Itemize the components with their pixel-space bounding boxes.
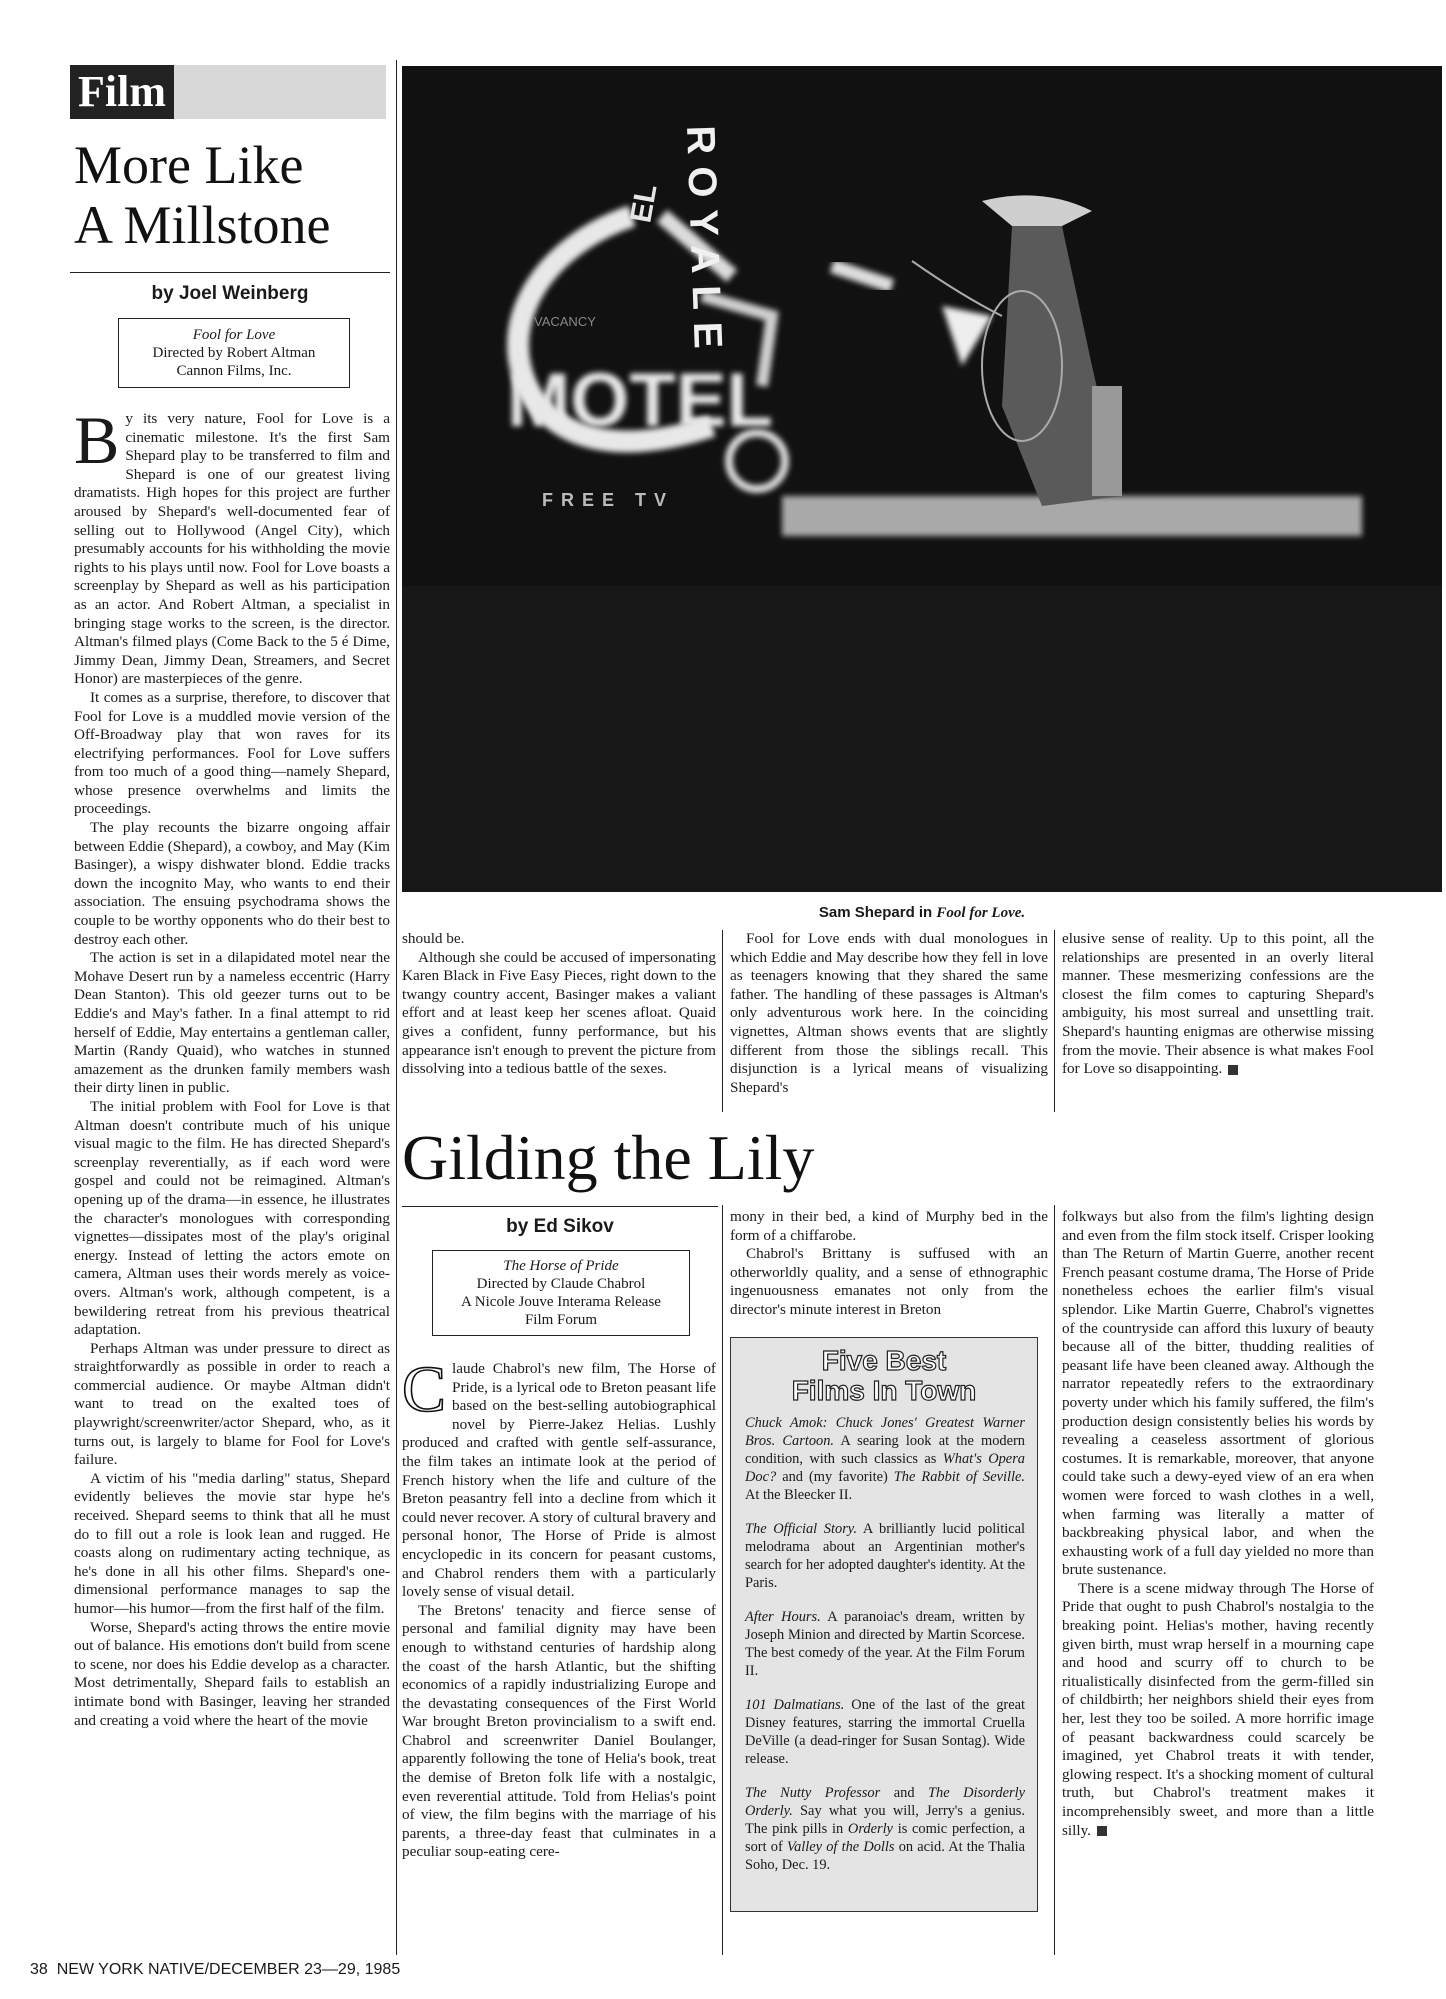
motel-sign-illustration [402, 66, 1442, 892]
column-rule [1054, 1205, 1055, 1955]
film-distributor: Cannon Films, Inc. [176, 363, 292, 379]
review1-byline: by Joel Weinberg [151, 283, 309, 304]
column-rule [396, 60, 397, 1955]
paragraph: mony in their bed, a kind of Murphy bed in the form of a chiffarobe. [730, 1208, 1048, 1244]
paragraph: Perhaps Altman was under pressure to direct as straightforwardly as possible in order to reach a commercial audience. Or maybe Altman didn't want to tread on the exalted toes of playwright/screenwriter/actor Shepard, who, as it turns out, is largely to blame for Fool for Love's failure. [74, 1339, 390, 1469]
sign-vacancy: VACANCY [534, 314, 596, 329]
film-director: Directed by Robert Altman [152, 345, 316, 361]
film-title: The Horse of Pride [503, 1258, 619, 1274]
headline-line: More Like [74, 135, 304, 195]
section-tag [70, 65, 386, 119]
paragraph: Although she could be accused of impersonating Karen Black in Five Easy Pieces, right down to the twangy country accent, Basinger makes a valiant effort and at least keep her scenes afloat. Quaid gives a confident, funny performance, but his appearance isn't enough to prevent the picture from dissolving into a tedious battle of the sexes. [402, 948, 716, 1078]
end-mark-icon [1228, 1065, 1238, 1075]
sign-el: EL [624, 181, 664, 226]
paragraph: y its very nature, Fool for Love is a cinematic milestone. It's the first Sam Shepard play to be transferred to film and Shepard is one of our greatest living dramatists. High hopes for this project are further aroused by Shepard's well-documented fear of selling out to Hollywood (Angel City), which presumably accounts for his withholding the movie rights to his plays until now. Fool for Love boasts a screenplay by Shepard as well as his participation as an actor. And Robert Altman, a specialist in bringing stage works to the screen, is the director. Altman's filmed plays (Come Back to the 5 é Dime, Jimmy Dean, Jimmy Dean, Streamers, and Secret Honor) are masterpieces of the genre. [74, 410, 390, 688]
paragraph: elusive sense of reality. Up to this point, all the relationships are presented in an overly literal manner. These mesmerizing confessions are the closest the film comes to capturing Shepard's ambiguity, his most surreal and unsettling trait. Shepard's haunting enigmas are otherwise missing from the movie. Their absence is what makes Fool for Love so disappointing. [1062, 930, 1374, 1078]
caption-text: Sam Shepard in [818, 904, 937, 921]
five-best-title [731, 1338, 1037, 1406]
photo-caption [402, 904, 1442, 922]
review1-column-3 [730, 930, 1048, 1097]
paragraph: There is a scene midway through The Horse of Pride that ought to push Chabrol's nostalgia to the breaking point. Helias's mother, having recently given birth, must wrap herself in a mourning cape and hood and scurry off to church to be ritualistically disinfected from the germ-filled sin of childbirth; her neighbors shield their eyes from her, lest they too be soiled. A more horrific image of peasant backwardness could scarcely be imagined, yet Chabrol treats it with tender, glowing respect. It's a shocking moment of cultural truth, but Chabrol's treatment makes it incomprehensibly sweet, and more than a little silly. [1062, 1579, 1374, 1839]
divider [70, 272, 390, 273]
sign-free-tv: FREE TV [542, 490, 675, 510]
column-rule [1054, 930, 1055, 1112]
review2-column-2 [402, 1353, 716, 1862]
paragraph: laude Chabrol's new film, The Horse of Pride, is a lyrical ode to Breton peasant life based on the best-selling autobiographical novel by Pierre-Jakez Helias. Lushly produced and crafted with gentle self-assurance, the film takes an intimate look at the period of French history when the life and culture of the Breton peasantry fell into a decline from which it could never recover. A story of cultural bravery and personal honor, The Horse of Pride is almost encyclopedic in its concern for peasant customs, and Chabrol renders them with a particularly lovely sense of visual detail. [402, 1360, 716, 1601]
five-best-films-box [730, 1337, 1038, 1912]
list-item: The Official Story. A brilliantly lucid political melodrama about an Argentinian mother's search for her adopted daughter's identity. At the Paris. [745, 1521, 1025, 1591]
five-best-title-line: Films In Town [791, 1375, 977, 1406]
paragraph: folkways but also from the film's lighting design and even from the film stock itself. Crisper looking than The Return of Martin Guerre, another recent French peasant costume drama, The Horse of Pride nonetheless echoes the earlier film's visual splendor. Like Martin Guerre, Chabrol's vignettes of the countryside can afford this luxury of beauty because all of the bitter, thudding realities of peasant life have been cleaned away. Although the narrator repeatedly refers to the extraordinary poverty under which his family suffered, the film's production design consistently belies his words by revealing a ceaseless assortment of glorious costumes. It is remarkable, moreover, that anyone could take such a dewy-eyed view of an era when women were forced to wash clothes in a well, when farming was literally a matter of backbreaking physical labor, and when the exhausting work of a full day yielded no more than brute sustenance. [1062, 1208, 1374, 1579]
paragraph: The action is set in a dilapidated motel near the Mohave Desert run by a nameless eccentric (Harry Dean Stanton). This old geezer turns out to be Eddie's and May's father. In a final attempt to rid herself of Eddie, May entertains a gentleman caller, Martin (Randy Quaid), who watches in stunned amazement as the drunken family members wash their dirty linen in public. [74, 949, 390, 1097]
publication-info: NEW YORK NATIVE/DECEMBER 23—29, 1985 [56, 1961, 401, 1978]
paragraph: Fool for Love ends with dual monologues in which Eddie and May describe how they fell in love as teenagers knowing that they shared the same father. The handling of these passages is Altman's only adventurous work here. In the coinciding vignettes, Altman shows events that are slightly different from those the siblings recall. This disjunction is a lyrical means of visualizing Shepard's [730, 930, 1048, 1096]
review2-column-4 [1062, 1208, 1374, 1840]
drop-cap: B [74, 402, 120, 478]
column-rule [722, 1205, 723, 1955]
film-director: Directed by Claude Chabrol [476, 1276, 646, 1292]
paragraph: The Bretons' tenacity and fierce sense of personal and familial dignity may have been enough to withstand centuries of hardship along the coast of the harsh Atlantic, but the shifting economics of a rapidly industrializing Europe and the devastating consequences of the First World War brought Breton provincialism to a swift end. Chabrol and screenwriter Daniel Boulanger, apparently following the tone of Helia's book, treat the demise of Breton folk life with a nostalgic, even reverential attitude. Told from Helias's point of view, the film begins with the marriage of his parents, a three-day feast that culminates in a peculiar soup-eating cere- [402, 1601, 716, 1861]
list-item: Chuck Amok: Chuck Jones' Greatest Warner Bros. Cartoon. A searing look at the modern condition, with such classics as What's Opera Doc? and (my favorite) The Rabbit of Seville. At the Bleecker II. [745, 1415, 1025, 1503]
review1-column-1 [74, 402, 390, 1730]
film-venue: Film Forum [524, 1312, 598, 1328]
section-label: Film [70, 65, 174, 119]
review1-column-4 [1062, 930, 1374, 1079]
page-number: 38 [30, 1961, 48, 1978]
paragraph: The play recounts the bizarre ongoing affair between Eddie (Shepard), a cowboy, and May (Kim Basinger), a wispy dishwater blond. Eddie tracks down the incognito May, who wants to end their association. The ensuing psychodrama shows the couple to be worthy opponents who do their best to destroy each other. [74, 819, 390, 948]
review1-headline [74, 135, 394, 255]
review2-credits [432, 1250, 690, 1336]
five-best-list [731, 1406, 1037, 1874]
sign-royale: ROYALE [678, 124, 731, 362]
paragraph: should be. [402, 930, 465, 947]
page-footer [30, 1961, 400, 1979]
drop-cap: C [402, 1353, 447, 1426]
list-item: After Hours. A paranoiac's dream, written by Joseph Minion and directed by Martin Scorcese. The best comedy of the year. At the Film Forum II. [745, 1609, 1025, 1679]
review2-column-3 [730, 1208, 1048, 1320]
headline-line: A Millstone [74, 195, 331, 255]
film-distributor: A Nicole Jouve Interama Release [461, 1294, 661, 1310]
review1-credits [118, 318, 350, 388]
caption-title: Fool for Love. [936, 905, 1026, 921]
divider [402, 1206, 718, 1207]
paragraph: Chabrol's Brittany is suffused with an otherworldly quality, and a sense of ethnographic ingenuousness emanates not only from the director's minute interest in Breton [730, 1245, 1048, 1318]
paragraph: The initial problem with Fool for Love is that Altman doesn't contribute much of his unique visual magic to the film. He has directed Shepard's screenplay reverentially, as if each word were gospel and could not be reimagined. Altman's opening up of the drama—in essence, he illustrates the character's monologues with corresponding vignettes—dissipates most of the play's original energy. Instead of letting the actors emote on camera, Altman uses their words merely as voice-overs. Altman's work, although competent, is a bewildering retreat from his previous theatrical adaptation. [74, 1097, 390, 1339]
list-item: The Nutty Professor and The Disorderly Orderly. Say what you will, Jerry's a genius. The pink pills in Orderly is comic perfection, a sort of Valley of the Dolls on acid. At the Thalia Soho, Dec. 19. [745, 1785, 1025, 1873]
film-title: Fool for Love [192, 327, 276, 343]
end-mark-icon [1097, 1826, 1107, 1836]
column-rule [722, 930, 723, 1112]
five-best-title-line: Five Best [821, 1345, 947, 1376]
paragraph: A victim of his "media darling" status, Shepard evidently believes the movie star hype he's received. Shepard seems to think that all he must do to fill out a role is look lean and rugged. He coasts along on rudimentary acting technique, as he's done in all his other films. Shepard's one-dimensional performance manages to sap the humor—his humor—from the first half of the film. [74, 1469, 390, 1617]
paragraph: It comes as a surprise, therefore, to discover that Fool for Love is a muddled movie version of the Off-Broadway play that won raves for its electrifying performances. Fool for Love suffers from too much of a good thing—namely Shepard, whose presence overwhelms and limits the proceedings. [74, 688, 390, 818]
review2-byline: by Ed Sikov [506, 1216, 614, 1237]
list-item: 101 Dalmatians. One of the last of the great Disney features, starring the immortal Cruella DeVille (a dead-ringer for Susan Sontag). Wide release. [745, 1697, 1025, 1767]
review2-headline: Gilding the Lily [402, 1122, 815, 1193]
review1-column-2 [402, 930, 716, 1079]
paragraph: Worse, Shepard's acting throws the entire movie out of balance. His emotions don't build from scene to scene, nor does his Eddie develop as a character. Most detrimentally, Shepard fails to establish an intimate bond with Basinger, leaving her stranded and creating a void where the heart of the movie [74, 1618, 390, 1729]
film-still-photo [402, 66, 1442, 892]
sign-motel: MOTEL [507, 358, 773, 443]
